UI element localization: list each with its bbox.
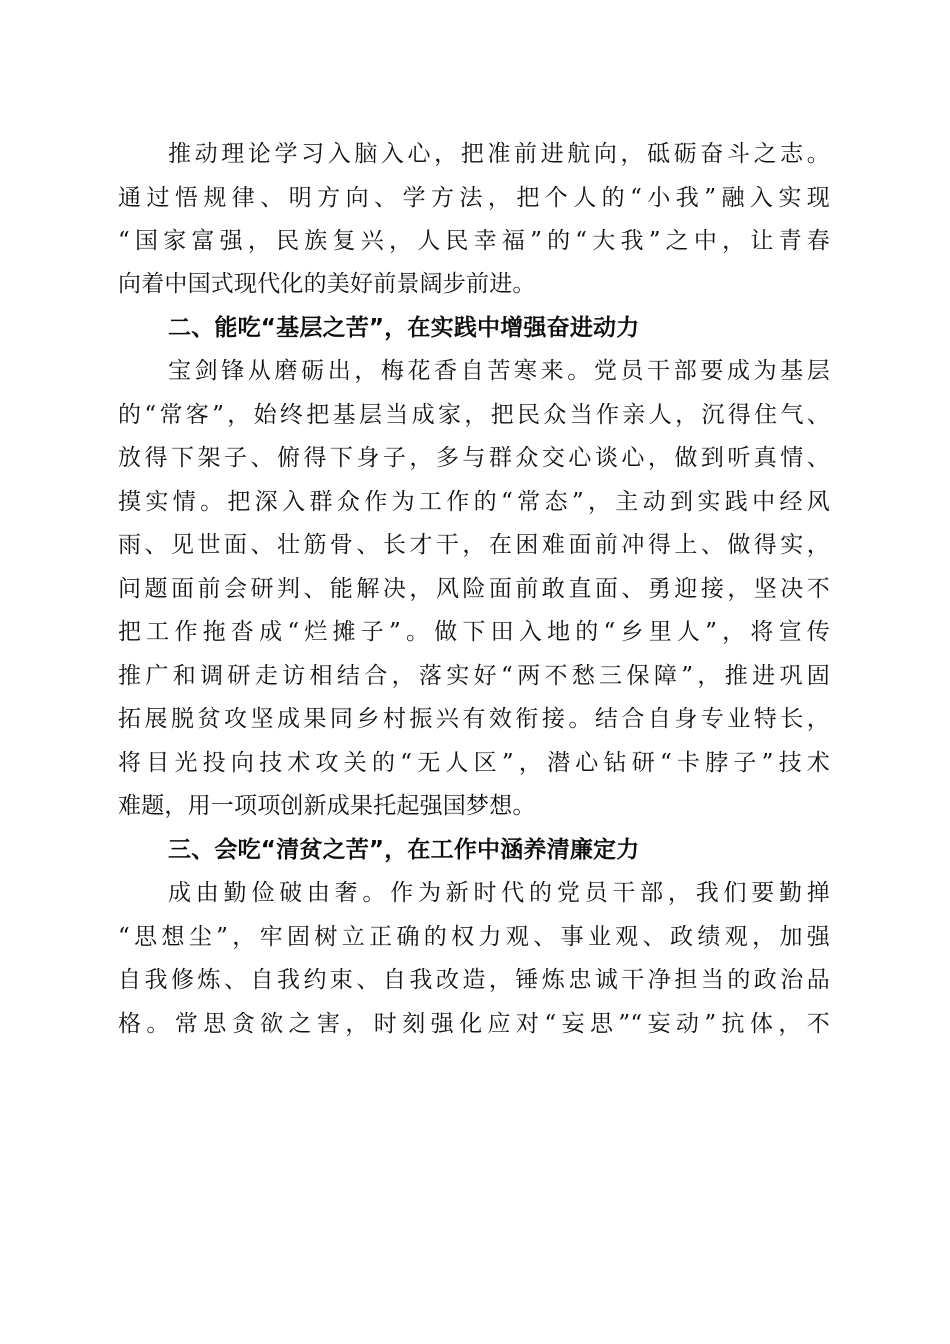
paragraph-2-line-9: 拓展脱贫攻坚成果同乡村振兴有效衔接。结合自身专业特长， — [118, 706, 830, 732]
paragraph-3-line-3: 自我修炼、自我约束、自我改造，锤炼忠诚干净担当的政治品 — [118, 967, 830, 993]
paragraph-2-line-11: 难题，用一项项创新成果托起强国梦想。 — [118, 793, 536, 819]
paragraph-2-line-7: 把工作拖沓成“烂摊子”。做下田入地的“乡里人”，将宣传 — [118, 619, 830, 645]
section-heading-3: 三、会吃“清贫之苦”，在工作中涵养清廉定力 — [168, 837, 640, 863]
paragraph-1-line-2: 通过悟规律、明方向、学方法，把个人的“小我”融入实现 — [118, 185, 830, 211]
paragraph-2-line-3: 放得下架子、俯得下身子，多与群众交心谈心，做到听真情、 — [118, 445, 830, 471]
paragraph-2-line-6: 问题面前会研判、能解决，风险面前敢直面、勇迎接，坚决不 — [118, 576, 830, 602]
paragraph-2-line-2: 的“常客”，始终把基层当成家，把民众当作亲人，沉得住气、 — [118, 402, 830, 428]
paragraph-1-line-1: 推动理论学习入脑入心，把准前进航向，砥砺奋斗之志。 — [168, 141, 830, 167]
paragraph-2-line-4: 摸实情。把深入群众作为工作的“常态”，主动到实践中经风 — [118, 489, 830, 515]
paragraph-2-line-1: 宝剑锋从磨砺出，梅花香自苦寒来。党员干部要成为基层 — [168, 358, 830, 384]
section-heading-2: 二、能吃“基层之苦”，在实践中增强奋进动力 — [168, 315, 640, 341]
paragraph-2-line-5: 雨、见世面、壮筋骨、长才干，在困难面前冲得上、做得实， — [118, 532, 830, 558]
paragraph-2-line-10: 将目光投向技术攻关的“无人区”，潜心钻研“卡脖子”技术 — [118, 750, 830, 776]
paragraph-3-line-4: 格。常思贪欲之害，时刻强化应对“妄思”“妄动”抗体，不 — [118, 1011, 830, 1037]
paragraph-3-line-1: 成由勤俭破由奢。作为新时代的党员干部，我们要勤掸 — [168, 880, 830, 906]
paragraph-1-line-4: 向着中国式现代化的美好前景阔步前进。 — [118, 271, 536, 297]
paragraph-1-line-3: “国家富强，民族复兴，人民幸福”的“大我”之中，让青春 — [118, 228, 830, 254]
paragraph-3-line-2: “思想尘”，牢固树立正确的权力观、事业观、政绩观，加强 — [118, 924, 830, 950]
paragraph-2-line-8: 推广和调研走访相结合，落实好“两不愁三保障”，推进巩固 — [118, 663, 830, 689]
